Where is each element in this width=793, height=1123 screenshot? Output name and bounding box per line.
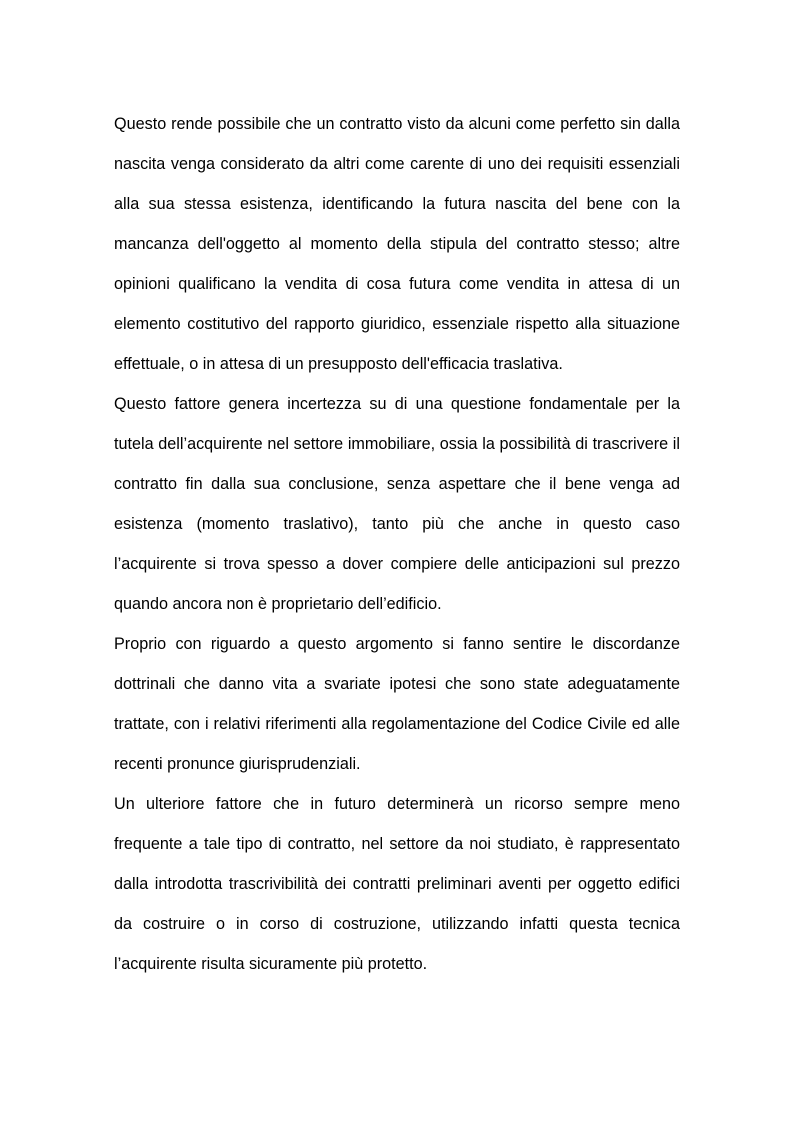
paragraph-4: Un ulteriore fattore che in futuro determinerà un ricorso sempre meno frequente a tale tipo di contratto, nel settore da noi studiato, è rappresentato dalla introdotta trascrivibilità dei contratti preliminari aventi per oggetto edifici da costruire o in corso di costruzione, utilizzando infatti questa tecnica l’acquirente risulta sicuramente più protetto. <box>114 795 680 973</box>
paragraph-1: Questo rende possibile che un contratto visto da alcuni come perfetto sin dalla nascita venga considerato da altri come carente di uno dei requisiti essenziali alla sua stessa esistenza, identificando la futura nascita del bene con la mancanza dell'oggetto al momento della stipula del contratto stesso; altre opinioni qualificano la vendita di cosa futura come vendita in attesa di un elemento costitutivo del rapporto giuridico, essenziale rispetto alla situazione effettuale, o in attesa di un presupposto dell'efficacia traslativa. <box>114 115 680 373</box>
paragraph-2: Questo fattore genera incertezza su di una questione fondamentale per la tutela dell’acquirente nel settore immobiliare, ossia la possibilità di trascrivere il contratto fin dalla sua conclusione, senza aspettare che il bene venga ad esistenza (momento traslativo), tanto più che anche in questo caso l’acquirente si trova spesso a dover compiere delle anticipazioni sul prezzo quando ancora non è proprietario dell’edificio. <box>114 395 680 613</box>
paragraph-3: Proprio con riguardo a questo argomento si fanno sentire le discordanze dottrinali che danno vita a svariate ipotesi che sono state adeguatamente trattate, con i relativi riferimenti alla regolamentazione del Codice Civile ed alle recenti pronunce giurisprudenziali. <box>114 635 680 773</box>
document-body <box>114 104 680 984</box>
